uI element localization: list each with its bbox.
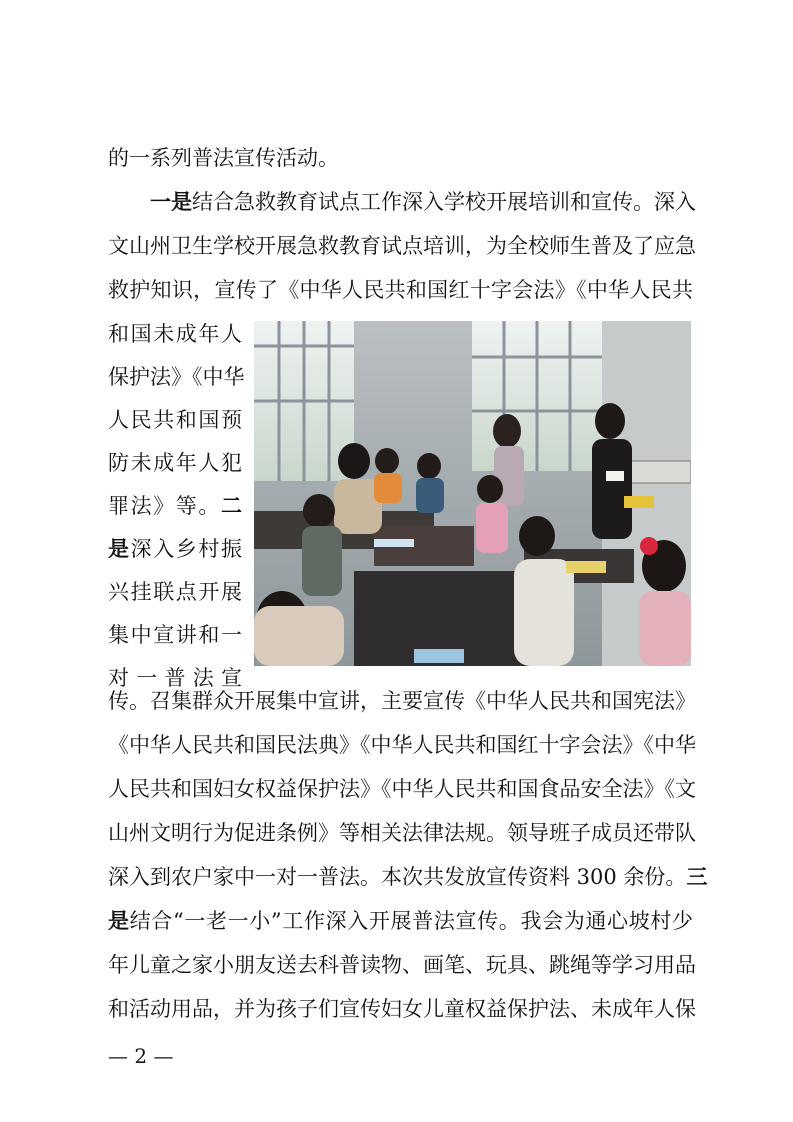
wrap-line: 是深入乡村振 (108, 536, 243, 561)
wrap-line: 兴挂联点开展 (108, 580, 242, 604)
wrap-line: 和国未成年人 (108, 322, 242, 346)
paragraph-line: 是结合“一老一小”工作深入开展普法宣传。我会为通心坡村少 (108, 908, 693, 933)
paragraph-line: 传。召集群众开展集中宣讲，主要宣传《中华人民共和国宪法》 (108, 689, 696, 713)
paragraph-line: 一是结合急救教育试点工作深入学校开展培训和宣传。深入 (150, 189, 696, 214)
paragraph-line: 《中华人民共和国民法典》《中华人民共和国红十字会法》《中华 (108, 733, 696, 757)
paragraph-line: 和活动用品，并为孩子们宣传妇女儿童权益保护法、未成年人保 (108, 997, 696, 1021)
page-number: — 2 — (108, 1044, 174, 1068)
paragraph-line: 山州文明行为促进条例》等相关法律法规。领导班子成员还带队 (108, 821, 696, 845)
paragraph-line: 文山州卫生学校开展急救教育试点培训，为全校师生普及了应急 (108, 234, 696, 258)
paragraph-line: 人民共和国妇女权益保护法》《中华人民共和国食品安全法》《文 (108, 777, 696, 801)
wrap-line: 防未成年人犯 (108, 451, 242, 475)
paragraph-line: 救护知识，宣传了《中华人民共和国红十字会法》《中华人民共 (108, 278, 693, 302)
wrap-line: 人民共和国预 (108, 408, 242, 432)
paragraph-line: 年儿童之家小朋友送去科普读物、画笔、玩具、跳绳等学习用品 (108, 953, 696, 977)
bold-lead: 一是 (150, 189, 192, 214)
wrap-line: 保护法》《中华 (108, 365, 245, 389)
bold-lead: 三 (686, 864, 708, 889)
wrap-line: 对一普法宣 (108, 666, 242, 690)
classroom-photo-image (254, 321, 691, 666)
wrap-line: 集中宣讲和一 (108, 623, 242, 647)
paragraph-line: 深入到农户家中一对一普法。本次共发放宣传资料 300 余份。三 (108, 864, 708, 889)
classroom-photo (254, 321, 691, 666)
paragraph-line: 的一系列普法宣传活动。 (108, 146, 339, 170)
bold-lead: 是 (108, 908, 130, 933)
wrap-line: 罪法》等。二 (108, 493, 242, 518)
